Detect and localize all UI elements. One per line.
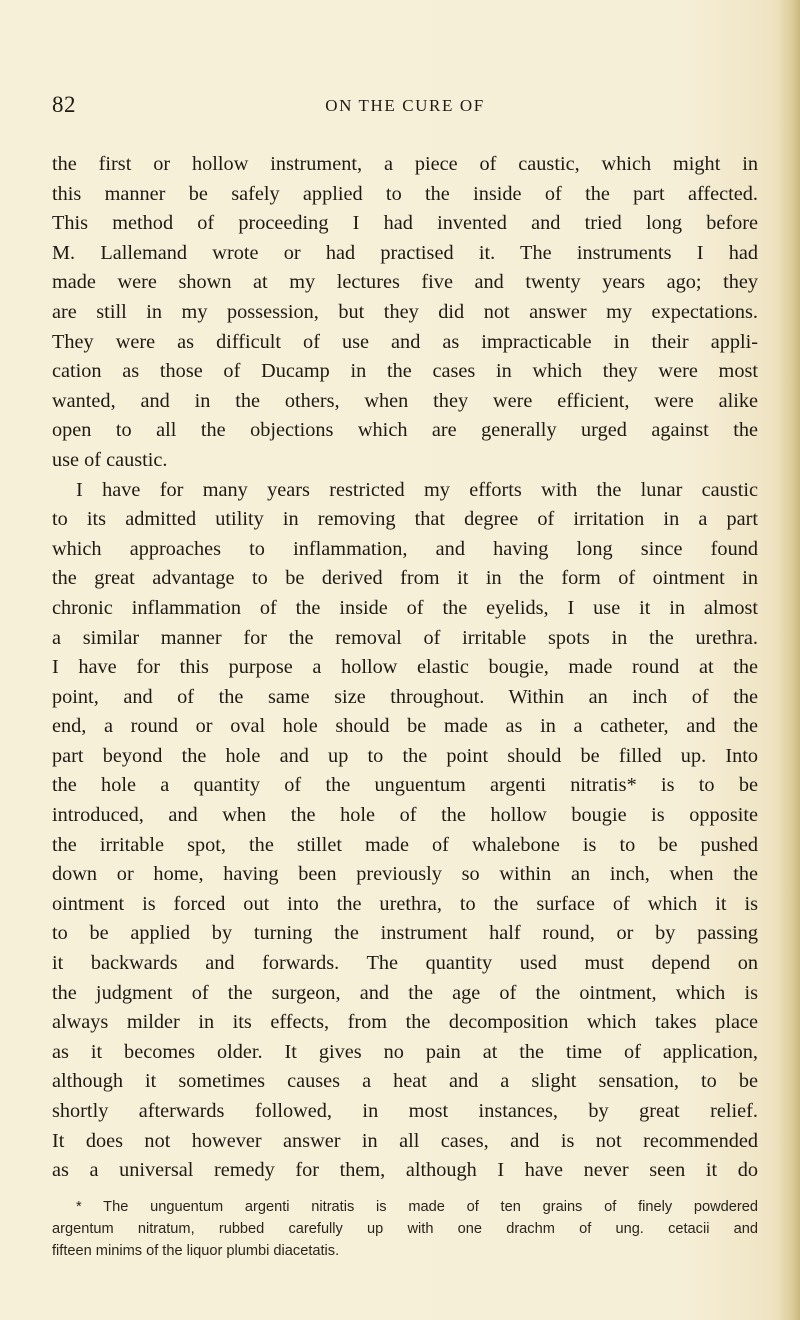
text-line: cation as those of Ducamp in the cases in which they were most	[52, 360, 758, 383]
text-line: the judgment of the surgeon, and the age of the ointment, which is	[52, 981, 758, 1004]
text-line: They were as difficult of use and as impracticable in their appli-	[52, 330, 758, 353]
text-line: this manner be safely applied to the inside of the part affected.	[52, 182, 758, 205]
text-line: which approaches to inflammation, and having long since found	[52, 537, 758, 560]
text-line: although it sometimes causes a heat and a slight sensation, to be	[52, 1070, 758, 1093]
text-line: to be applied by turning the instrument half round, or by passing	[52, 922, 758, 945]
text-line: introduced, and when the hole of the hollow bougie is opposite	[52, 804, 758, 827]
text-line: it backwards and forwards. The quantity used must depend on	[52, 952, 758, 975]
text-line: down or home, having been previously so within an inch, when the	[52, 863, 758, 886]
text-line: end, a round or oval hole should be made as in a catheter, and the	[52, 715, 758, 738]
text-line: as a universal remedy for them, although I have never seen it do	[52, 1159, 758, 1182]
text-line-paragraph-start: I have for many years restricted my efforts with the lunar caustic	[76, 478, 758, 501]
text-line: a similar manner for the removal of irritable spots in the urethra.	[52, 626, 758, 649]
text-line: the first or hollow instrument, a piece of caustic, which might in	[52, 153, 758, 175]
footnote	[52, 1196, 758, 1262]
text-line: always milder in its effects, from the decomposition which takes place	[52, 1011, 758, 1034]
text-line: as it becomes older. It gives no pain at the time of application,	[52, 1040, 758, 1063]
text-line: chronic inflammation of the inside of the eyelids, I use it in almost	[52, 596, 758, 619]
text-line: point, and of the same size throughout. Within an inch of the	[52, 685, 758, 708]
text-line: made were shown at my lectures five and twenty years ago; they	[52, 271, 758, 294]
text-line: ointment is forced out into the urethra, to the surface of which it is	[52, 892, 758, 915]
text-line: are still in my possession, but they did not answer my expectations.	[52, 300, 758, 323]
text-line-paragraph-end: use of caustic.	[52, 448, 168, 471]
page-header	[52, 92, 758, 132]
text-line: the irritable spot, the stillet made of whalebone is to be pushed	[52, 833, 758, 856]
text-line: shortly afterwards followed, in most instances, by great relief.	[52, 1100, 758, 1122]
footnote-line: fifteen minims of the liquor plumbi diacetatis.	[52, 1243, 340, 1259]
text-line: I have for this purpose a hollow elastic bougie, made round at the	[52, 656, 758, 679]
text-line: to its admitted utility in removing that degree of irritation in a part	[52, 508, 758, 531]
running-title: ON THE CURE OF	[325, 96, 485, 115]
text-line: part beyond the hole and up to the point should be filled up. Into	[52, 744, 758, 767]
text-line: the hole a quantity of the unguentum argenti nitratis* is to be	[52, 774, 758, 797]
footnote-line: argentum nitratum, rubbed carefully up with one drachm of ung. cetacii and	[52, 1221, 758, 1237]
footnote-line: * The unguentum argenti nitratis is made of ten grains of finely powdered	[76, 1199, 758, 1215]
text-line: This method of proceeding I had invented and tried long before	[52, 212, 758, 235]
text-line: M. Lallemand wrote or had practised it. The instruments I had	[52, 241, 758, 264]
page-edge-shadow	[778, 0, 800, 1320]
body-text	[52, 150, 758, 1186]
text-line: the great advantage to be derived from it in the form of ointment in	[52, 567, 758, 590]
text-line: wanted, and in the others, when they were efficient, were alike	[52, 389, 758, 412]
page-number: 82	[52, 92, 76, 117]
text-line: It does not however answer in all cases, and is not recommended	[52, 1129, 758, 1152]
text-line: open to all the objections which are generally urged against the	[52, 419, 758, 442]
